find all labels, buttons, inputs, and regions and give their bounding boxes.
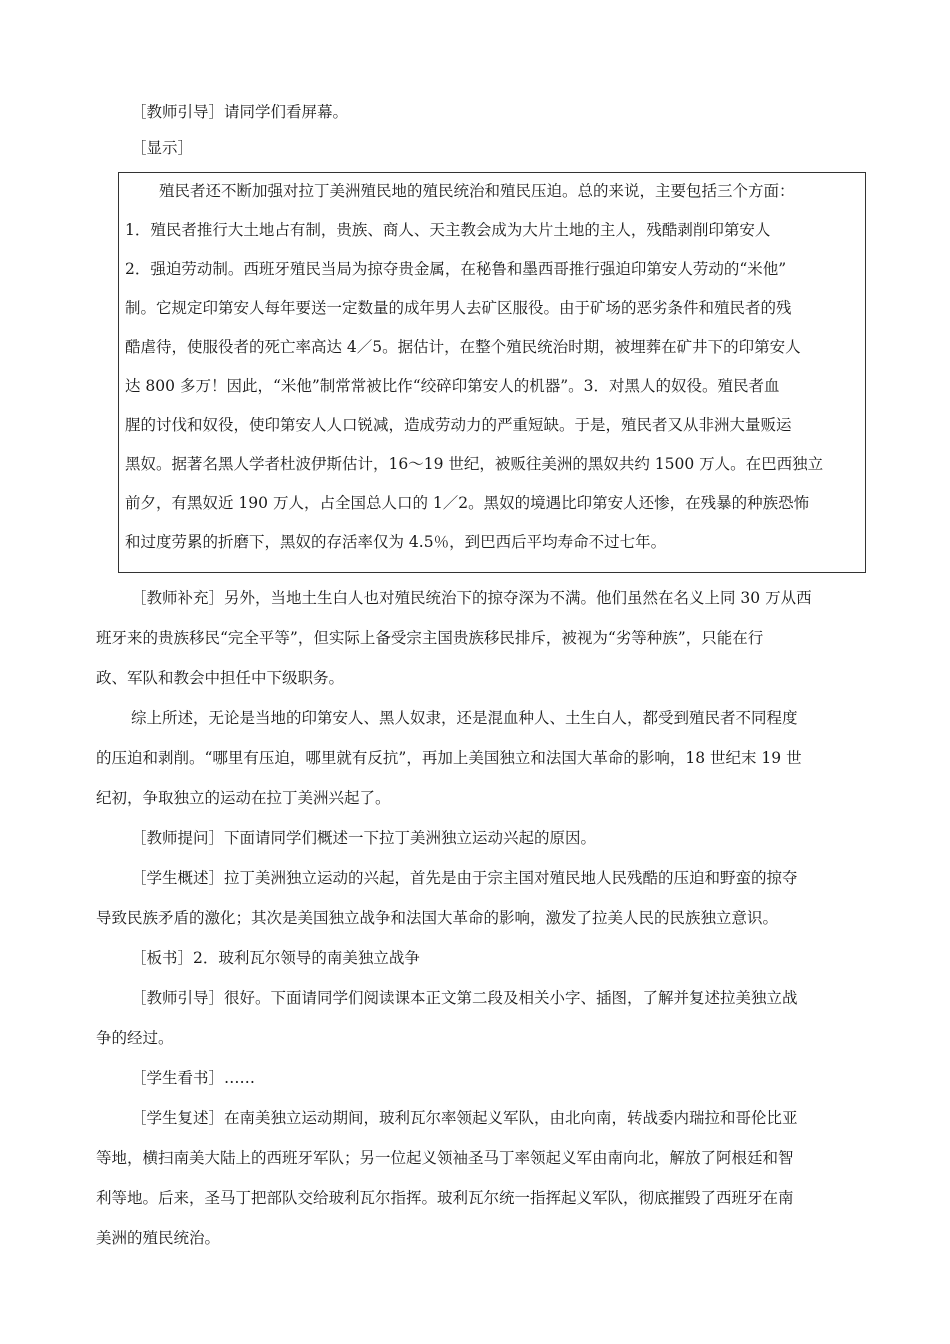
teacher-guide-line: 争的经过。 — [96, 1029, 174, 1047]
summary-line: 的压迫和剥削。“哪里有压迫，哪里就有反抗”，再加上美国独立和法国大革命的影响，18 世纪末 19 世 — [96, 749, 802, 767]
display-box — [118, 172, 866, 573]
student-summary-line: 导致民族矛盾的激化；其次是美国独立战争和法国大革命的影响，激发了拉美人民的民族独立意识。 — [96, 909, 779, 927]
teacher-guide-line: ［教师引导］请同学们看屏幕。 — [131, 103, 349, 121]
student-retell-line: 美洲的殖民统治。 — [96, 1229, 221, 1247]
display-label: ［显示］ — [131, 139, 194, 157]
box-line: 和过度劳累的折磨下，黑奴的存活率仅为 4.5％，到巴西后平均寿命不过七年。 — [125, 533, 667, 551]
box-line: 达 800 多万！因此，“米他”制常常被比作“绞碎印第安人的机器”。3．对黑人的奴役。殖民者血 — [125, 377, 780, 395]
summary-line: 综上所述，无论是当地的印第安人、黑人奴隶，还是混血种人、土生白人，都受到殖民者不同程度 — [131, 709, 798, 727]
teacher-supplement-line: ［教师补充］另外，当地土生白人也对殖民统治下的掠夺深为不满。他们虽然在名义上同 30 万从西 — [131, 589, 812, 607]
student-summary-line: ［学生概述］拉丁美洲独立运动的兴起，首先是由于宗主国对殖民地人民残酷的压迫和野蛮的掠夺 — [131, 869, 798, 887]
student-reading-line: ［学生看书］…… — [131, 1069, 256, 1087]
student-retell-line: 等地，横扫南美大陆上的西班牙军队；另一位起义领袖圣马丁率领起义军由南向北，解放了阿根廷和智 — [96, 1149, 794, 1167]
box-line: 前夕，有黑奴近 190 万人，占全国总人口的 1／2。黑奴的境遇比印第安人还惨，在残暴的种族恐怖 — [125, 494, 810, 512]
teacher-guide-line: ［教师引导］很好。下面请同学们阅读课本正文第二段及相关小字、插图，了解并复述拉美独立战 — [131, 989, 798, 1007]
teacher-supplement-line: 政、军队和教会中担任中下级职务。 — [96, 669, 345, 687]
box-line: 酷虐待，使服役者的死亡率高达 4／5。据估计，在整个殖民统治时期，被埋葬在矿井下的印第安人 — [125, 338, 801, 356]
box-line: 2．强迫劳动制。西班牙殖民当局为掠夺贵金属，在秘鲁和墨西哥推行强迫印第安人劳动的“米他” — [125, 260, 787, 278]
box-line: 1．殖民者推行大土地占有制，贵族、商人、天主教会成为大片土地的主人，残酷剥削印第安人 — [125, 221, 771, 239]
box-line: 制。它规定印第安人每年要送一定数量的成年男人去矿区服役。由于矿场的恶劣条件和殖民者的残 — [125, 299, 792, 317]
box-line: 殖民者还不断加强对拉丁美洲殖民地的殖民统治和殖民压迫。总的来说，主要包括三个方面： — [159, 182, 795, 200]
summary-line: 纪初，争取独立的运动在拉丁美洲兴起了。 — [96, 789, 391, 807]
student-retell-line: 利等地。后来，圣马丁把部队交给玻利瓦尔指挥。玻利瓦尔统一指挥起义军队，彻底摧毁了西班牙在南 — [96, 1189, 794, 1207]
blackboard-heading: ［板书］2．玻利瓦尔领导的南美独立战争 — [131, 949, 420, 967]
teacher-question-line: ［教师提问］下面请同学们概述一下拉丁美洲独立运动兴起的原因。 — [131, 829, 597, 847]
student-retell-line: ［学生复述］在南美独立运动期间，玻利瓦尔率领起义军队，由北向南，转战委内瑞拉和哥伦比亚 — [131, 1109, 798, 1127]
teacher-supplement-line: 班牙来的贵族移民“完全平等”，但实际上备受宗主国贵族移民排斥，被视为“劣等种族”，只能在行 — [96, 629, 764, 647]
box-line: 黑奴。据著名黑人学者杜波伊斯估计，16～19 世纪，被贩往美洲的黑奴共约 1500 万人。在巴西独立 — [125, 455, 824, 473]
box-line: 腥的讨伐和奴役，使印第安人人口锐减，造成劳动力的严重短缺。于是，殖民者又从非洲大量贩运 — [125, 416, 792, 434]
